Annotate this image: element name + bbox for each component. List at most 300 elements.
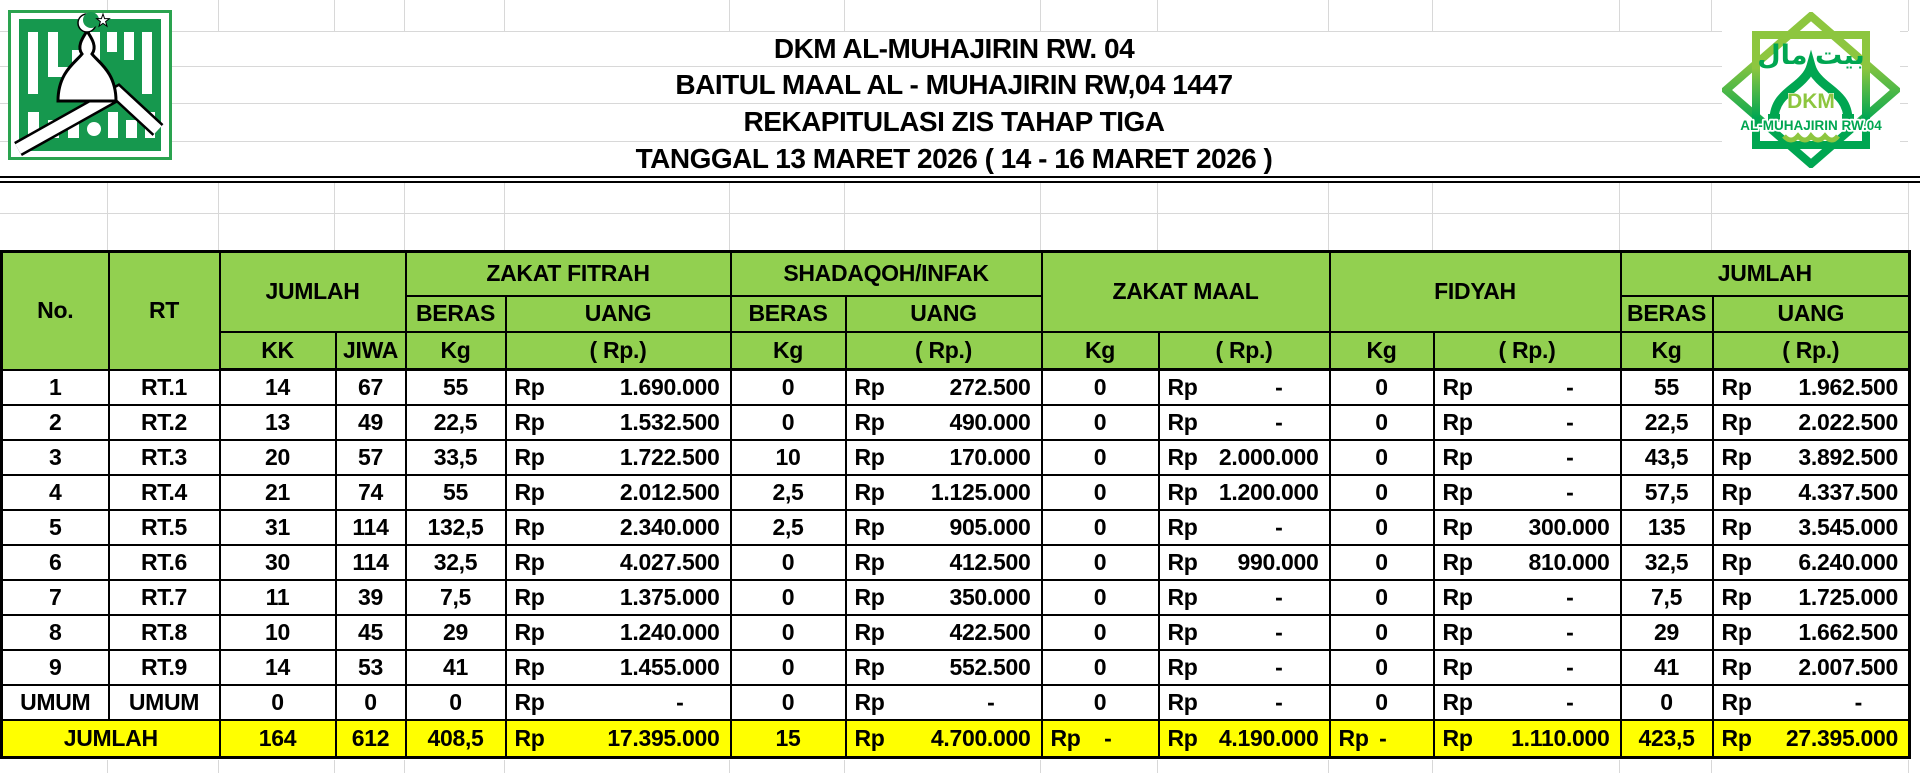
- cell-fid-kg[interactable]: 0: [1330, 475, 1434, 510]
- col-header-jml-rp[interactable]: ( Rp.): [1713, 332, 1910, 370]
- cell-jiwa[interactable]: 53: [336, 650, 406, 685]
- cell-no[interactable]: 8: [2, 615, 109, 650]
- grid-line: [729, 760, 730, 773]
- cell-zf-rp[interactable]: [506, 370, 731, 405]
- amount-value: 2.007.500: [1798, 653, 1899, 680]
- col-header-si-uang[interactable]: UANG: [846, 296, 1042, 332]
- grid-line: [1711, 760, 1712, 773]
- cell-zm-kg[interactable]: 0: [1042, 615, 1159, 650]
- cell-si-rp[interactable]: [846, 370, 1042, 405]
- cell-zf-rp[interactable]: [506, 545, 731, 580]
- cell-jml-kg[interactable]: 0: [1621, 685, 1713, 720]
- currency-label: Rp: [514, 688, 545, 715]
- cell-zm-rp[interactable]: [1159, 405, 1330, 440]
- cell-si-kg[interactable]: 0: [731, 580, 846, 615]
- cell-zf-rp[interactable]: [506, 510, 731, 545]
- cell-si-rp[interactable]: [846, 405, 1042, 440]
- currency-label: Rp: [854, 653, 885, 680]
- amount-value: 1.662.500: [1798, 618, 1899, 645]
- grid-line: [218, 760, 219, 773]
- cell-jml-rp[interactable]: [1713, 720, 1910, 758]
- amount-value: -: [1566, 688, 1574, 715]
- grid-line: [1040, 760, 1041, 773]
- cell-fid-kg[interactable]: 0: [1330, 545, 1434, 580]
- cell-kk[interactable]: 13: [220, 405, 336, 440]
- cell-jiwa[interactable]: 0: [336, 685, 406, 720]
- grid-line: [1328, 0, 1329, 31]
- col-header-si-rp[interactable]: ( Rp.): [846, 332, 1042, 370]
- amount-value: 300.000: [1528, 513, 1610, 540]
- cell-zm-rp[interactable]: [1159, 720, 1330, 758]
- cell-kk[interactable]: 10: [220, 615, 336, 650]
- cell-kk[interactable]: 14: [220, 370, 336, 405]
- money-cell-content: [1435, 654, 1620, 681]
- col-header-zf-uang[interactable]: UANG: [506, 296, 731, 332]
- cell-jml-kg[interactable]: 57,5: [1621, 475, 1713, 510]
- cell-zf-rp[interactable]: [506, 720, 731, 758]
- currency-label: Rp: [514, 653, 545, 680]
- amount-value: 3.892.500: [1798, 443, 1899, 470]
- cell-si-rp[interactable]: [846, 650, 1042, 685]
- col-header-jumlah-kk-jiwa[interactable]: JUMLAH: [220, 252, 406, 332]
- col-header-si-kg[interactable]: Kg: [731, 332, 846, 370]
- cell-zm-kg[interactable]: 0: [1042, 475, 1159, 510]
- cell-fid-rp[interactable]: [1434, 545, 1621, 580]
- money-cell-content: [1160, 514, 1329, 541]
- total-row: [2, 720, 1910, 758]
- currency-label: Rp: [514, 583, 545, 610]
- cell-fid-rp[interactable]: [1434, 720, 1621, 758]
- money-cell-content: [1160, 619, 1329, 646]
- cell-rt[interactable]: RT.5: [109, 510, 220, 545]
- cell-no[interactable]: 4: [2, 475, 109, 510]
- cell-zm-kg[interactable]: 0: [1042, 545, 1159, 580]
- cell-rt[interactable]: UMUM: [109, 685, 220, 720]
- currency-label: Rp: [1167, 373, 1198, 400]
- cell-zm-kg[interactable]: 0: [1042, 580, 1159, 615]
- cell-no[interactable]: 2: [2, 405, 109, 440]
- grid-line: [1432, 760, 1433, 773]
- grid-line: [1040, 183, 1041, 250]
- cell-jiwa[interactable]: 74: [336, 475, 406, 510]
- cell-kk[interactable]: 21: [220, 475, 336, 510]
- cell-zm-rp[interactable]: [1159, 545, 1330, 580]
- cell-si-rp[interactable]: [846, 440, 1042, 475]
- grid-line: [1908, 0, 1909, 31]
- amount-value: -: [987, 688, 995, 715]
- money-cell-content: [1160, 444, 1329, 471]
- col-header-shadaqoh-infak[interactable]: SHADAQOH/INFAK: [731, 252, 1042, 296]
- currency-label: Rp: [1721, 478, 1752, 505]
- amount-value: -: [1379, 724, 1387, 751]
- col-header-no[interactable]: No.: [2, 252, 109, 370]
- cell-rt[interactable]: RT.8: [109, 615, 220, 650]
- cell-zm-kg[interactable]: 0: [1042, 405, 1159, 440]
- cell-kk[interactable]: 0: [220, 685, 336, 720]
- money-cell-content: [847, 725, 1041, 752]
- cell-zf-rp[interactable]: [506, 650, 731, 685]
- currency-label: Rp: [1167, 618, 1198, 645]
- cell-jml-rp[interactable]: [1713, 510, 1910, 545]
- grid-line: [1432, 183, 1433, 250]
- money-cell-content: [1714, 374, 1909, 401]
- cell-fid-kg[interactable]: 0: [1330, 440, 1434, 475]
- col-header-fidyah[interactable]: FIDYAH: [1330, 252, 1621, 332]
- table-row: [2, 370, 1910, 405]
- money-cell-content: [1435, 514, 1620, 541]
- cell-no[interactable]: 3: [2, 440, 109, 475]
- cell-zm-rp[interactable]: [1159, 440, 1330, 475]
- amount-value: 4.700.000: [930, 724, 1031, 751]
- cell-si-rp[interactable]: [846, 685, 1042, 720]
- money-cell-content: [847, 689, 1041, 716]
- title-divider-double-line: [0, 176, 1920, 183]
- money-cell-content: [847, 374, 1041, 401]
- cell-jml-rp[interactable]: [1713, 580, 1910, 615]
- cell-no[interactable]: 7: [2, 580, 109, 615]
- cell-zf-rp[interactable]: [506, 615, 731, 650]
- cell-zm-kg[interactable]: 0: [1042, 650, 1159, 685]
- money-cell-content: [1714, 654, 1909, 681]
- col-header-zm-kg[interactable]: Kg: [1042, 332, 1159, 370]
- col-header-kk[interactable]: KK: [220, 332, 336, 370]
- col-header-zf-beras[interactable]: BERAS: [406, 296, 506, 332]
- table-row: [2, 580, 1910, 615]
- cell-si-kg[interactable]: 0: [731, 370, 846, 405]
- cell-si-kg[interactable]: 2,5: [731, 510, 846, 545]
- col-header-zakat-maal[interactable]: ZAKAT MAAL: [1042, 252, 1330, 332]
- mosque-kufic-logo-icon: [8, 10, 172, 160]
- cell-jml-kg[interactable]: 22,5: [1621, 405, 1713, 440]
- grid-line: [1908, 760, 1909, 773]
- currency-label: Rp: [514, 548, 545, 575]
- cell-jiwa[interactable]: 49: [336, 405, 406, 440]
- col-header-rt[interactable]: RT: [109, 252, 220, 370]
- cell-jml-rp[interactable]: [1713, 475, 1910, 510]
- cell-zm-rp[interactable]: [1159, 510, 1330, 545]
- cell-jml-kg[interactable]: 135: [1621, 510, 1713, 545]
- cell-zm-kg[interactable]: 0: [1042, 440, 1159, 475]
- grid-line: [844, 183, 845, 250]
- col-header-zf-kg[interactable]: Kg: [406, 332, 506, 370]
- cell-jiwa[interactable]: 114: [336, 510, 406, 545]
- cell-jiwa[interactable]: 67: [336, 370, 406, 405]
- cell-kk[interactable]: 30: [220, 545, 336, 580]
- cell-jml-kg[interactable]: 29: [1621, 615, 1713, 650]
- grid-line: [504, 183, 505, 250]
- grid-line: [844, 760, 845, 773]
- grid-line: [1157, 0, 1158, 31]
- cell-fid-kg[interactable]: 0: [1330, 580, 1434, 615]
- cell-jml-rp[interactable]: [1713, 405, 1910, 440]
- currency-label: Rp: [1721, 618, 1752, 645]
- amount-value: 27.395.000: [1785, 724, 1899, 751]
- cell-zf-kg[interactable]: 22,5: [406, 405, 506, 440]
- currency-label: Rp: [1721, 724, 1752, 751]
- cell-zf-kg[interactable]: 32,5: [406, 545, 506, 580]
- amount-value: 1.532.500: [619, 408, 720, 435]
- cell-no[interactable]: UMUM: [2, 685, 109, 720]
- cell-zf-rp[interactable]: [506, 440, 731, 475]
- cell-si-kg[interactable]: 0: [731, 650, 846, 685]
- money-cell-content: [1435, 409, 1620, 436]
- amount-value: 6.240.000: [1798, 548, 1899, 575]
- amount-value: -: [1566, 443, 1574, 470]
- grid-line: [1711, 0, 1712, 31]
- amount-value: 1.200.000: [1218, 478, 1319, 505]
- currency-label: Rp: [1167, 724, 1198, 751]
- cell-zf-rp[interactable]: [506, 405, 731, 440]
- grid-line: [1908, 183, 1909, 250]
- cell-kk[interactable]: 11: [220, 580, 336, 615]
- cell-jiwa[interactable]: 45: [336, 615, 406, 650]
- col-header-si-beras[interactable]: BERAS: [731, 296, 846, 332]
- cell-si-kg[interactable]: 0: [731, 615, 846, 650]
- amount-value: -: [1275, 583, 1283, 610]
- cell-jiwa[interactable]: 114: [336, 545, 406, 580]
- amount-value: 4.337.500: [1798, 478, 1899, 505]
- cell-zm-rp[interactable]: [1159, 650, 1330, 685]
- baitul-maal-star-logo-icon: [1722, 12, 1900, 168]
- cell-fid-rp[interactable]: [1434, 580, 1621, 615]
- amount-value: -: [1566, 373, 1574, 400]
- cell-rt[interactable]: RT.4: [109, 475, 220, 510]
- cell-jiwa[interactable]: 39: [336, 580, 406, 615]
- cell-jml-rp[interactable]: [1713, 440, 1910, 475]
- cell-zf-kg[interactable]: 33,5: [406, 440, 506, 475]
- cell-zf-kg[interactable]: 41: [406, 650, 506, 685]
- cell-jml-rp[interactable]: [1713, 545, 1910, 580]
- money-cell-content: [1160, 584, 1329, 611]
- currency-label: Rp: [1442, 513, 1473, 540]
- cell-si-kg[interactable]: 15: [731, 720, 846, 758]
- cell-fid-rp[interactable]: [1434, 685, 1621, 720]
- cell-fid-kg[interactable]: 0: [1330, 615, 1434, 650]
- cell-jml-kg[interactable]: 423,5: [1621, 720, 1713, 758]
- cell-zf-rp[interactable]: [506, 580, 731, 615]
- currency-label: Rp: [1167, 653, 1198, 680]
- cell-no[interactable]: 5: [2, 510, 109, 545]
- amount-value: 272.500: [949, 373, 1031, 400]
- cell-jiwa[interactable]: 57: [336, 440, 406, 475]
- cell-rt[interactable]: RT.1: [109, 370, 220, 405]
- cell-si-rp[interactable]: [846, 510, 1042, 545]
- cell-jiwa[interactable]: 612: [336, 720, 406, 758]
- grid-line: [1619, 183, 1620, 250]
- cell-fid-rp[interactable]: [1434, 440, 1621, 475]
- cell-fid-rp[interactable]: [1434, 370, 1621, 405]
- cell-zf-kg[interactable]: 132,5: [406, 510, 506, 545]
- amount-value: -: [1566, 583, 1574, 610]
- cell-si-kg[interactable]: 2,5: [731, 475, 846, 510]
- cell-no[interactable]: 6: [2, 545, 109, 580]
- table-body: [2, 370, 1910, 758]
- cell-no[interactable]: 1: [2, 370, 109, 405]
- money-cell-content: [1160, 374, 1329, 401]
- cell-si-kg[interactable]: 0: [731, 545, 846, 580]
- cell-fid-rp[interactable]: [1434, 615, 1621, 650]
- amount-value: -: [1104, 724, 1112, 751]
- cell-jml-kg[interactable]: 43,5: [1621, 440, 1713, 475]
- col-header-jml-kg[interactable]: Kg: [1621, 332, 1713, 370]
- currency-label: Rp: [1442, 408, 1473, 435]
- money-cell-content: [507, 689, 730, 716]
- col-header-fid-kg[interactable]: Kg: [1330, 332, 1434, 370]
- cell-jml-kg[interactable]: 41: [1621, 650, 1713, 685]
- table-row: [2, 510, 1910, 545]
- grid-line: [218, 183, 219, 250]
- grid-line: [504, 0, 505, 31]
- grid-line: [1619, 760, 1620, 773]
- col-header-jml-beras[interactable]: BERAS: [1621, 296, 1713, 332]
- cell-jml-kg[interactable]: 32,5: [1621, 545, 1713, 580]
- amount-value: -: [1275, 618, 1283, 645]
- cell-rt[interactable]: RT.6: [109, 545, 220, 580]
- cell-fid-kg[interactable]: 0: [1330, 510, 1434, 545]
- cell-rt[interactable]: RT.2: [109, 405, 220, 440]
- cell-zm-rp[interactable]: [1159, 685, 1330, 720]
- money-cell-content: [847, 409, 1041, 436]
- currency-label: Rp: [1442, 688, 1473, 715]
- cell-rt[interactable]: RT.7: [109, 580, 220, 615]
- cell-si-rp[interactable]: [846, 615, 1042, 650]
- title-line-1: DKM AL-MUHAJIRIN RW. 04: [773, 32, 1135, 64]
- cell-zm-kg[interactable]: 0: [1042, 510, 1159, 545]
- money-cell-content: [1714, 479, 1909, 506]
- cell-fid-kg[interactable]: 0: [1330, 650, 1434, 685]
- currency-label: Rp: [1721, 583, 1752, 610]
- cell-no[interactable]: 9: [2, 650, 109, 685]
- cell-zf-rp[interactable]: [506, 685, 731, 720]
- cell-rt[interactable]: RT.3: [109, 440, 220, 475]
- cell-rt[interactable]: RT.9: [109, 650, 220, 685]
- grid-line: [1328, 760, 1329, 773]
- money-cell-content: [847, 479, 1041, 506]
- col-header-jiwa[interactable]: JIWA: [336, 332, 406, 370]
- cell-fid-kg[interactable]: [1330, 720, 1434, 758]
- cell-zm-rp[interactable]: [1159, 615, 1330, 650]
- money-cell-content: [1714, 549, 1909, 576]
- currency-label: Rp: [1167, 513, 1198, 540]
- col-header-zakat-fitrah[interactable]: ZAKAT FITRAH: [406, 252, 731, 296]
- currency-label: Rp: [854, 583, 885, 610]
- currency-label: Rp: [1721, 688, 1752, 715]
- cell-si-kg[interactable]: 0: [731, 685, 846, 720]
- currency-label: Rp: [1721, 443, 1752, 470]
- amount-value: -: [1275, 408, 1283, 435]
- cell-zm-kg[interactable]: 0: [1042, 685, 1159, 720]
- cell-fid-rp[interactable]: [1434, 650, 1621, 685]
- money-cell-content: [1160, 409, 1329, 436]
- cell-fid-rp[interactable]: [1434, 405, 1621, 440]
- cell-jml-rp[interactable]: [1713, 370, 1910, 405]
- cell-si-kg[interactable]: 10: [731, 440, 846, 475]
- amount-value: -: [1566, 618, 1574, 645]
- amount-value: 490.000: [949, 408, 1031, 435]
- cell-si-rp[interactable]: [846, 580, 1042, 615]
- currency-label: Rp: [514, 373, 545, 400]
- title-line-2: BAITUL MAAL AL - MUHAJIRIN RW,04 1447: [675, 68, 1233, 100]
- cell-zm-rp[interactable]: [1159, 580, 1330, 615]
- cell-fid-rp[interactable]: [1434, 510, 1621, 545]
- amount-value: 552.500: [949, 653, 1031, 680]
- amount-value: 810.000: [1528, 548, 1610, 575]
- cell-kk[interactable]: 20: [220, 440, 336, 475]
- cell-jml-rp[interactable]: [1713, 615, 1910, 650]
- currency-label: Rp: [854, 443, 885, 470]
- currency-label: Rp: [854, 408, 885, 435]
- cell-si-rp[interactable]: [846, 475, 1042, 510]
- amount-value: 170.000: [949, 443, 1031, 470]
- col-header-zf-rp[interactable]: ( Rp.): [506, 332, 731, 370]
- col-header-fid-rp[interactable]: ( Rp.): [1434, 332, 1621, 370]
- grid-line: [1328, 183, 1329, 250]
- col-header-jml-uang[interactable]: UANG: [1713, 296, 1910, 332]
- cell-fid-kg[interactable]: 0: [1330, 685, 1434, 720]
- money-cell-content: [847, 619, 1041, 646]
- cell-kk[interactable]: 164: [220, 720, 336, 758]
- cell-zf-kg[interactable]: 29: [406, 615, 506, 650]
- cell-zm-kg[interactable]: [1042, 720, 1159, 758]
- table-row: [2, 615, 1910, 650]
- money-cell-content: [1714, 444, 1909, 471]
- cell-fid-kg[interactable]: 0: [1330, 370, 1434, 405]
- grid-line: [334, 760, 335, 773]
- cell-fid-kg[interactable]: 0: [1330, 405, 1434, 440]
- col-header-jumlah-total[interactable]: JUMLAH: [1621, 252, 1910, 296]
- money-cell-content: [1331, 725, 1433, 752]
- cell-zm-rp[interactable]: [1159, 475, 1330, 510]
- grid-line: [1711, 183, 1712, 250]
- cell-jml-kg[interactable]: 7,5: [1621, 580, 1713, 615]
- cell-kk[interactable]: 31: [220, 510, 336, 545]
- amount-value: 2.022.500: [1798, 408, 1899, 435]
- money-cell-content: [507, 619, 730, 646]
- col-header-zm-rp[interactable]: ( Rp.): [1159, 332, 1330, 370]
- cell-si-kg[interactable]: 0: [731, 405, 846, 440]
- cell-total-label[interactable]: JUMLAH: [2, 720, 220, 758]
- cell-kk[interactable]: 14: [220, 650, 336, 685]
- cell-zf-rp[interactable]: [506, 475, 731, 510]
- cell-zf-kg[interactable]: 0: [406, 685, 506, 720]
- cell-si-rp[interactable]: [846, 545, 1042, 580]
- cell-zf-kg[interactable]: 7,5: [406, 580, 506, 615]
- cell-zm-kg[interactable]: 0: [1042, 370, 1159, 405]
- grid-line: [729, 183, 730, 250]
- cell-zf-kg[interactable]: 408,5: [406, 720, 506, 758]
- cell-zf-kg[interactable]: 55: [406, 370, 506, 405]
- cell-jml-rp[interactable]: [1713, 650, 1910, 685]
- grid-line: [334, 183, 335, 250]
- cell-zf-kg[interactable]: 55: [406, 475, 506, 510]
- cell-fid-rp[interactable]: [1434, 475, 1621, 510]
- cell-jml-rp[interactable]: [1713, 685, 1910, 720]
- money-cell-content: [1435, 619, 1620, 646]
- cell-jml-kg[interactable]: 55: [1621, 370, 1713, 405]
- header-row-units: [2, 332, 1910, 370]
- cell-zm-rp[interactable]: [1159, 370, 1330, 405]
- cell-si-rp[interactable]: [846, 720, 1042, 758]
- title-line-4: TANGGAL 13 MARET 2026 ( 14 - 16 MARET 2026 ): [635, 142, 1273, 174]
- amount-value: -: [1275, 688, 1283, 715]
- currency-label: Rp: [854, 478, 885, 505]
- grid-line: [218, 0, 219, 31]
- currency-label: Rp: [1721, 408, 1752, 435]
- header-row-groups: [2, 252, 1910, 296]
- money-cell-content: [507, 409, 730, 436]
- money-cell-content: [507, 584, 730, 611]
- grid-line: [0, 213, 1908, 214]
